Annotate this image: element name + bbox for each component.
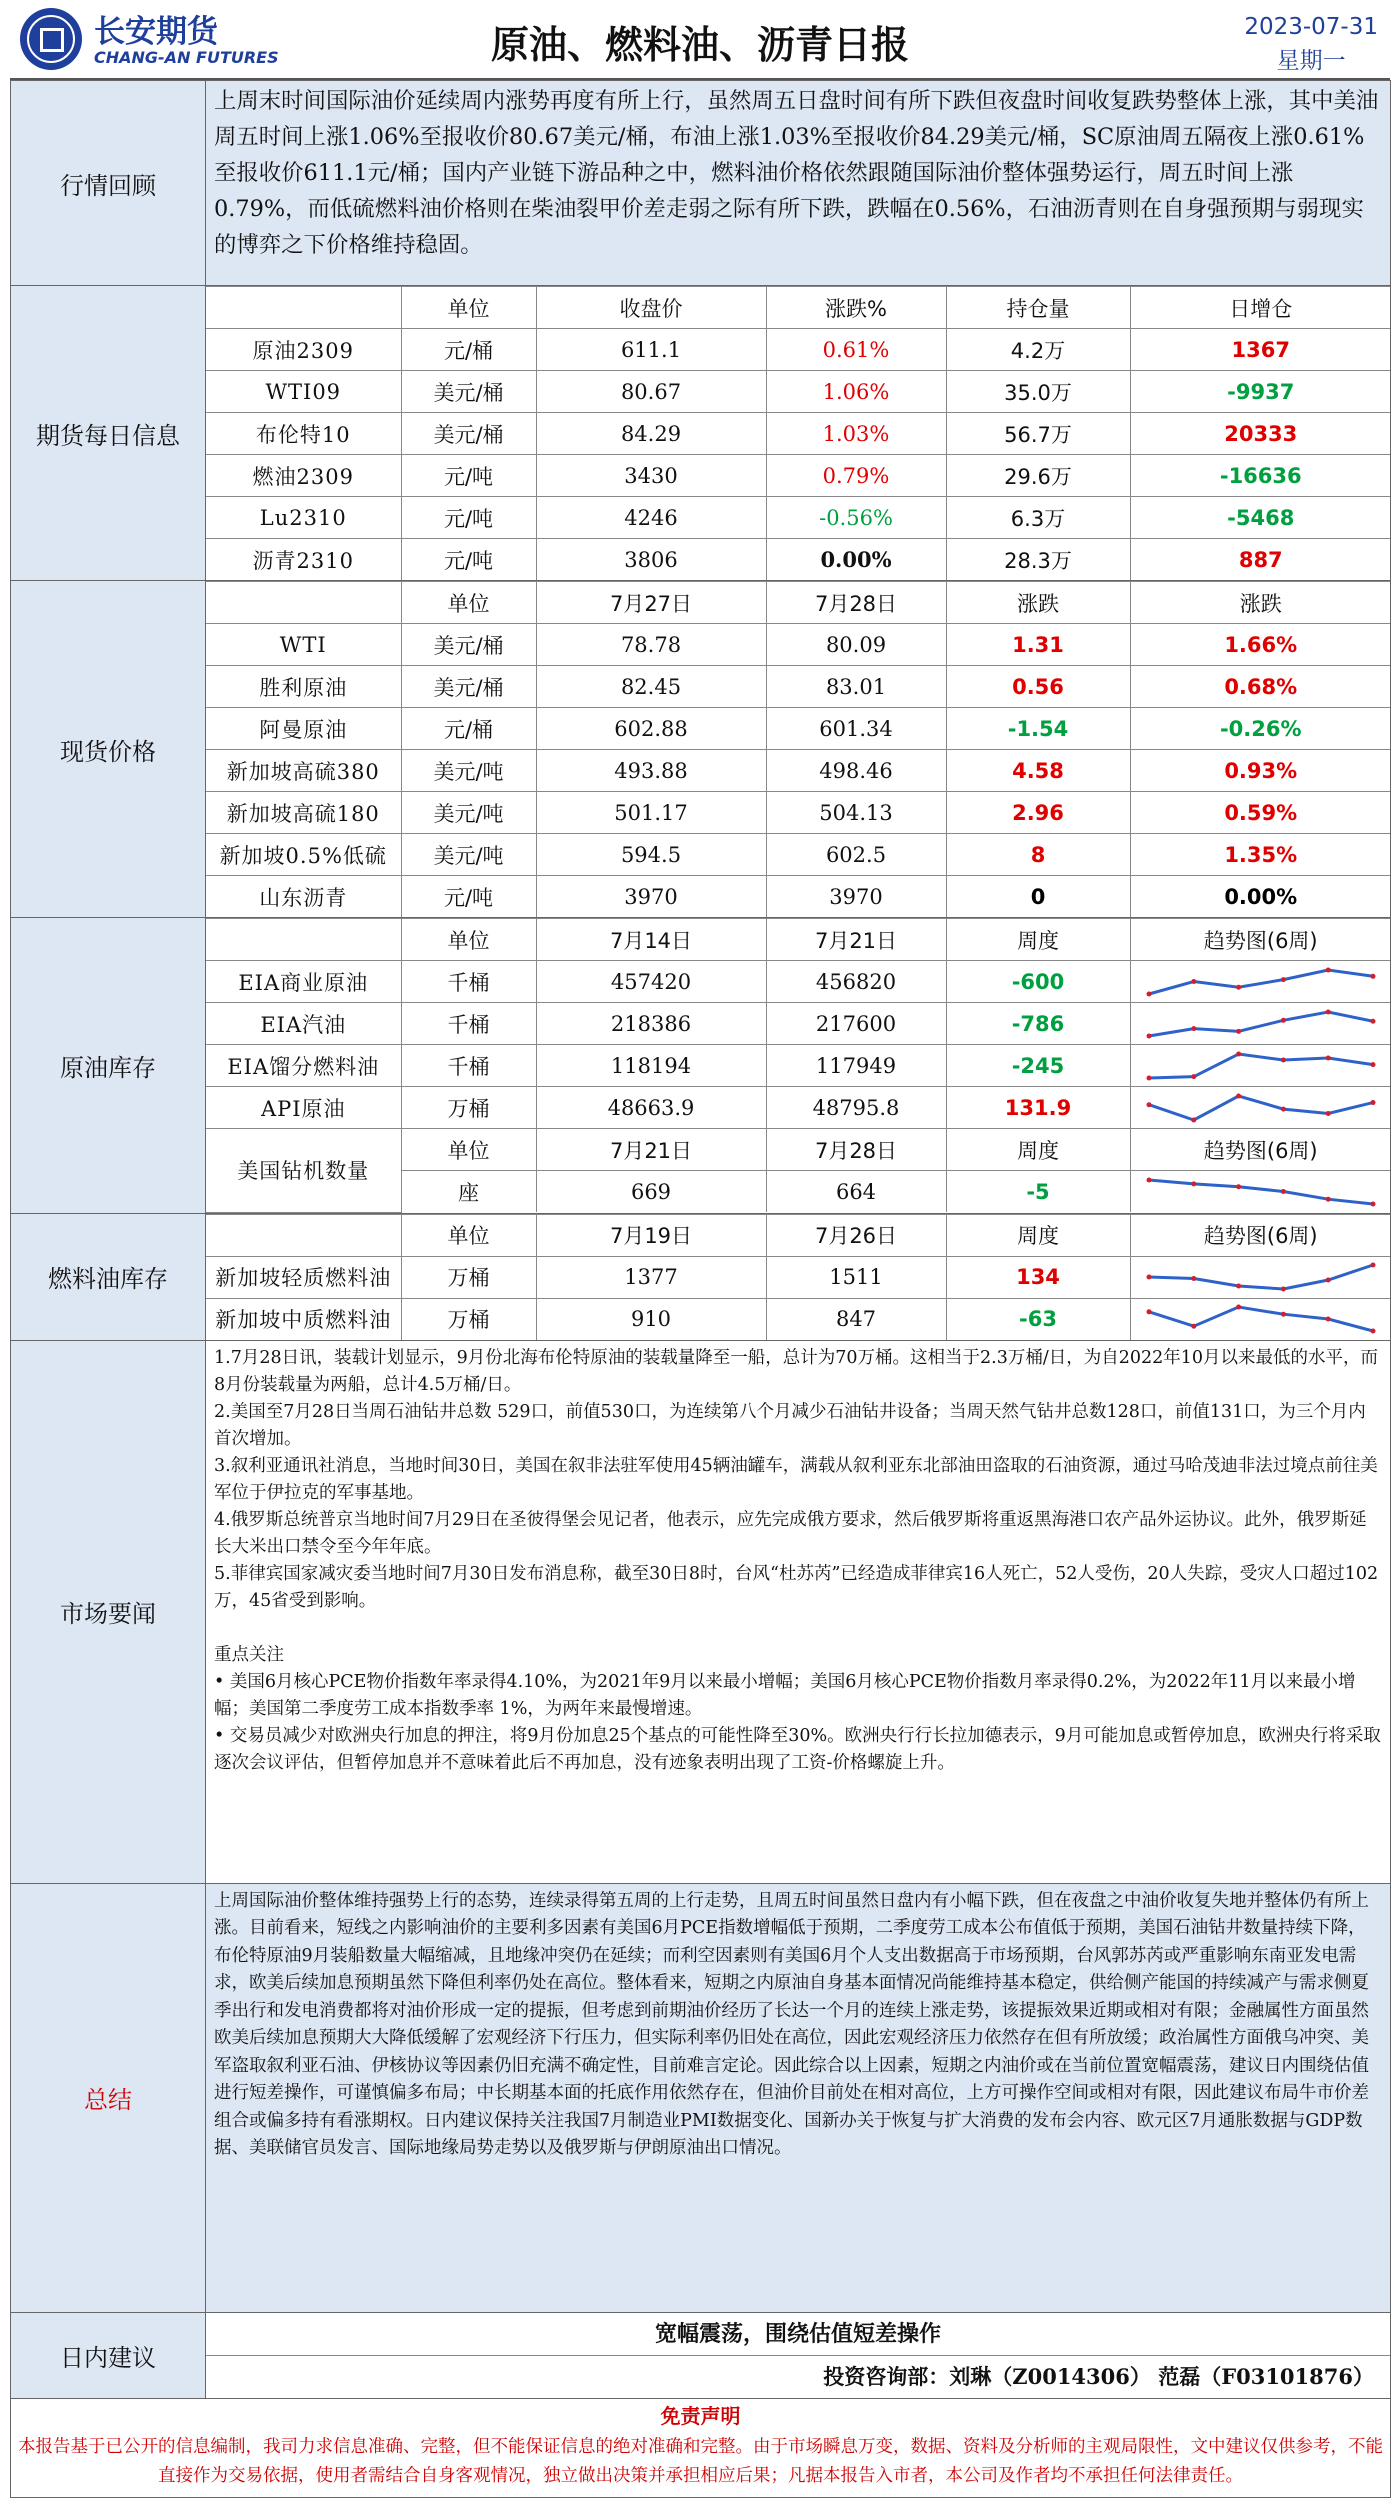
unit-cell: 万桶: [401, 1256, 536, 1298]
date-text: 2023-07-31: [1244, 14, 1378, 40]
spot-name: 胜利原油: [206, 666, 401, 708]
table-row: [206, 371, 1391, 413]
open-interest: 4.2万: [946, 329, 1130, 371]
table-row: [206, 708, 1391, 750]
inventory-day1: 1377: [536, 1256, 766, 1298]
unit-cell: 美元/吨: [401, 834, 536, 876]
spot-name: 新加坡0.5%低硫: [206, 834, 401, 876]
price-day1: 78.78: [536, 624, 766, 666]
price-day2: 3970: [766, 876, 946, 918]
intraday-advice: 宽幅震荡，围绕估值短差操作: [206, 2313, 1390, 2356]
sparkline-point: [1281, 1057, 1286, 1062]
spot-name: 阿曼原油: [206, 708, 401, 750]
table-row: [206, 329, 1391, 371]
column-header: 趋势图(6周): [1130, 1214, 1391, 1256]
unit-cell: 元/桶: [401, 708, 536, 750]
table-row: [206, 1298, 1391, 1340]
column-header: 单位: [401, 582, 536, 624]
section-label-review: 行情回顾: [11, 81, 206, 286]
price-change: 0: [946, 876, 1130, 918]
column-header: [206, 287, 401, 329]
summary-text: 上周国际油价整体维持强势上行的态势，连续录得第五周的上行走势，且周五时间虽然日盘内有小幅下跌，但在夜盘之中油价收复失地并整体仍有所上涨。目前看来，短线之内影响油价的主要利多因素有美国6月PCE指数增幅低于预期，二季度劳工成本公布值低于预期，美国石油钻井数量持续下降，布伦特原油9月装船数量大幅缩减，且地缘冲突仍在延续；而利空因素则有美国6月个人支出数据高于市场预期，台风郭苏芮或严重影响东南亚发电需求，欧美后续加息预期虽然下降但利率仍处在高位。整体看来，短期之内原油自身基本面情况尚能维持基本稳定，供给侧产能国的持续减产与需求侧夏季出行和发电消费都将对油价形成一定的提振，但考虑到前期油价经历了长达一个月的连续上涨走势，该提振效果近期或相对有限；金融属性方面虽然欧美后续加息预期大大降低缓解了宏观经济下行压力，但实际利率仍旧处在高位，因此宏观经济压力依然存在但有所放缓；政治属性方面俄乌冲突、美军盗取叙利亚石油、伊核协议等因素仍旧充满不确定性，目前难言定论。因此综合以上因素，短期之内油价或在当前位置宽幅震荡，建议日内围绕估值进行短差操作，可谨慎偏多布局；中长期基本面的托底作用依然存在，但油价目前处在相对高位，上方可操作空间或相对有限，因此建议布局牛市价差组合或偏多持有看涨期权。日内建议保持关注我国7月制造业PMI数据变化、国新办关于恢复与扩大消费的发布会内容、欧元区7月通胀数据与GDP数据、美联储官员发言、国际地缘局势走势以及俄罗斯与伊朗原油出口情况。: [206, 1884, 1390, 2312]
column-header: 涨跌%: [766, 287, 946, 329]
weekly-change: -245: [946, 1045, 1130, 1087]
report-title: 原油、燃料油、沥青日报: [490, 23, 909, 67]
weekly-change: -600: [946, 961, 1130, 1003]
sparkline-point: [1191, 1181, 1196, 1186]
sparkline-point: [1325, 1317, 1330, 1322]
column-header: 趋势图(6周): [1130, 919, 1391, 961]
inventory-day1: 910: [536, 1298, 766, 1340]
column-header: 涨跌: [946, 582, 1130, 624]
price-day2: 602.5: [766, 834, 946, 876]
section-label-news: 市场要闻: [11, 1340, 206, 1883]
sparkline-point: [1191, 1324, 1196, 1329]
weekly-change: -5: [946, 1171, 1130, 1213]
open-interest: 29.6万: [946, 455, 1130, 497]
table-row: [206, 792, 1391, 834]
sparkline-point: [1370, 1263, 1375, 1268]
unit-cell: 美元/桶: [401, 666, 536, 708]
price-change: 4.58: [946, 750, 1130, 792]
rig-day2: 664: [766, 1171, 946, 1213]
contract-name: 布伦特10: [206, 413, 401, 455]
sparkline-point: [1191, 1074, 1196, 1079]
column-header: 7月14日: [536, 919, 766, 961]
sparkline-point: [1281, 1312, 1286, 1317]
contract-name: Lu2310: [206, 497, 401, 539]
weekly-change: -63: [946, 1298, 1130, 1340]
trend-cell: [1130, 1045, 1391, 1087]
close-price: 3430: [536, 455, 766, 497]
inventory-day1: 218386: [536, 1003, 766, 1045]
close-price: 611.1: [536, 329, 766, 371]
unit-cell: 元/吨: [401, 876, 536, 918]
table-row: [206, 455, 1391, 497]
inventory-name: API原油: [206, 1087, 401, 1129]
daily-oi-change: 20333: [1130, 413, 1391, 455]
unit-cell: 美元/吨: [401, 792, 536, 834]
change-percent: 0.00%: [766, 539, 946, 581]
change-percent: 1.03%: [766, 413, 946, 455]
column-header: 周度: [946, 919, 1130, 961]
close-price: 80.67: [536, 371, 766, 413]
disclaimer-text: 本报告基于已公开的信息编制，我司力求信息准确、完整，但不能保证信息的绝对准确和完整。由于市场瞬息万变，数据、资料及分析师的主观局限性，文中建议仅供参考，不能直接作为交易依据，使用者需结合自身客观情况，独立做出决策并承担相应后果；凡据本报告入市者，本公司及作者均不承担任何法律责任。: [18, 2436, 1383, 2486]
sparkline-point: [1146, 1309, 1151, 1314]
column-header: 单位: [401, 919, 536, 961]
news-item: 5.菲律宾国家减灾委当地时间7月30日发布消息称，截至30日8时，台风“杜苏芮”已经造成菲律宾16人死亡，52人受伤，20人失踪，受灾人口超过102万，45省受到影响。: [214, 1563, 1379, 1611]
report-date: [1244, 10, 1378, 78]
fuel-inventory-table: [206, 1214, 1391, 1340]
column-header: 涨跌: [1130, 582, 1391, 624]
price-day1: 3970: [536, 876, 766, 918]
open-interest: 56.7万: [946, 413, 1130, 455]
price-day2: 83.01: [766, 666, 946, 708]
rig-count-name: 美国钻机数量: [206, 1129, 401, 1213]
sparkline-point: [1370, 1201, 1375, 1206]
sparkline-point: [1325, 1110, 1330, 1115]
sparkline-point: [1146, 1102, 1151, 1107]
futures-table: [206, 286, 1391, 580]
price-change-percent: 1.66%: [1130, 624, 1391, 666]
inventory-day2: 217600: [766, 1003, 946, 1045]
inventory-day1: 118194: [536, 1045, 766, 1087]
contract-name: 沥青2310: [206, 539, 401, 581]
column-header: 7月21日: [766, 919, 946, 961]
column-header: [206, 919, 401, 961]
price-change-percent: 0.93%: [1130, 750, 1391, 792]
sparkline-point: [1146, 991, 1151, 996]
sparkline-point: [1370, 1329, 1375, 1334]
sparkline-point: [1191, 979, 1196, 984]
report-header: [10, 0, 1390, 80]
column-header: 周度: [946, 1214, 1130, 1256]
table-row: [206, 750, 1391, 792]
price-change: -1.54: [946, 708, 1130, 750]
sparkline-point: [1236, 1093, 1241, 1098]
table-row: [206, 539, 1391, 581]
column-header: 7月26日: [766, 1214, 946, 1256]
open-interest: 35.0万: [946, 371, 1130, 413]
section-label-summary: 总结: [11, 1883, 206, 2312]
inventory-day2: 847: [766, 1298, 946, 1340]
sparkline-line: [1149, 1307, 1373, 1331]
trend-sparkline: [1141, 1091, 1381, 1125]
sparkline-point: [1325, 1196, 1330, 1201]
weekly-change: 131.9: [946, 1087, 1130, 1129]
unit-cell: 元/吨: [401, 539, 536, 581]
column-header: [206, 582, 401, 624]
section-label-crude-inventory: 原油库存: [11, 918, 206, 1214]
column-header: 7月28日: [766, 1129, 946, 1171]
news-box: [206, 1341, 1390, 1883]
price-change: 2.96: [946, 792, 1130, 834]
open-interest: 28.3万: [946, 539, 1130, 581]
contract-name: WTI09: [206, 371, 401, 413]
disclaimer-title: 免责声明: [660, 2403, 741, 2428]
sparkline-point: [1236, 984, 1241, 989]
sparkline-line: [1149, 1265, 1373, 1289]
spot-table: [206, 581, 1391, 917]
open-interest: 6.3万: [946, 497, 1130, 539]
report-page: [10, 0, 1390, 2498]
unit-cell: 千桶: [401, 961, 536, 1003]
section-label-fuel-inventory: 燃料油库存: [11, 1213, 206, 1340]
price-day1: 602.88: [536, 708, 766, 750]
contract-name: 原油2309: [206, 329, 401, 371]
inventory-name: EIA商业原油: [206, 961, 401, 1003]
rig-day1: 669: [536, 1171, 766, 1213]
trend-sparkline: [1141, 965, 1381, 999]
column-header: 单位: [401, 287, 536, 329]
trend-cell: [1130, 1256, 1391, 1298]
trend-sparkline: [1141, 1260, 1381, 1294]
sparkline-point: [1325, 967, 1330, 972]
sparkline-line: [1149, 1012, 1373, 1036]
price-change: 0.56: [946, 666, 1130, 708]
sparkline-point: [1281, 1017, 1286, 1022]
price-change-percent: 1.35%: [1130, 834, 1391, 876]
column-header: 单位: [401, 1214, 536, 1256]
daily-oi-change: -16636: [1130, 455, 1391, 497]
price-day1: 82.45: [536, 666, 766, 708]
contract-name: 燃油2309: [206, 455, 401, 497]
price-day2: 80.09: [766, 624, 946, 666]
inventory-name: EIA汽油: [206, 1003, 401, 1045]
price-change-percent: 0.68%: [1130, 666, 1391, 708]
sparkline-point: [1146, 1033, 1151, 1038]
inventory-day1: 457420: [536, 961, 766, 1003]
trend-cell: [1130, 1087, 1391, 1129]
price-day1: 493.88: [536, 750, 766, 792]
change-percent: 1.06%: [766, 371, 946, 413]
close-price: 3806: [536, 539, 766, 581]
inventory-name: 新加坡中质燃料油: [206, 1298, 401, 1340]
section-label-intraday: 日内建议: [11, 2312, 206, 2398]
sparkline-point: [1281, 977, 1286, 982]
column-header: 周度: [946, 1129, 1130, 1171]
trend-sparkline: [1141, 1049, 1381, 1083]
inventory-day2: 1511: [766, 1256, 946, 1298]
price-change-percent: 0.59%: [1130, 792, 1391, 834]
weekday-text: 星期一: [1276, 48, 1346, 74]
section-label-futures: 期货每日信息: [11, 286, 206, 581]
sparkline-point: [1370, 973, 1375, 978]
unit-cell: 元/桶: [401, 329, 536, 371]
logo-cn: 长安期货: [94, 14, 218, 50]
sparkline-line: [1149, 1180, 1373, 1204]
table-row: [206, 961, 1391, 1003]
section-label-spot: 现货价格: [11, 581, 206, 918]
price-change: 1.31: [946, 624, 1130, 666]
sparkline-point: [1236, 1184, 1241, 1189]
table-row: [206, 1256, 1391, 1298]
trend-sparkline: [1141, 1302, 1381, 1336]
column-header: 7月19日: [536, 1214, 766, 1256]
inventory-day2: 117949: [766, 1045, 946, 1087]
unit-cell: 美元/桶: [401, 371, 536, 413]
price-change: 8: [946, 834, 1130, 876]
sparkline-point: [1236, 1028, 1241, 1033]
unit-cell: 万桶: [401, 1087, 536, 1129]
unit-cell: 万桶: [401, 1298, 536, 1340]
sparkline-point: [1191, 1117, 1196, 1122]
focus-title: 重点关注: [214, 1644, 284, 1665]
review-text: 上周末时间国际油价延续周内涨势再度有所上行，虽然周五日盘时间有所下跌但夜盘时间收复跌势整体上涨，其中美油周五时间上涨1.06%至报收价80.67美元/桶，布油上涨1.03%至报收价84.29美元/桶，SC原油周五隔夜上涨0.61%至报收价611.1元/桶；国内产业链下游品种之中，燃料油价格依然跟随国际油价整体强势运行，周五时间上涨0.79%，而低硫燃料油价格则在柴油裂甲价差走弱之际有所下跌，跌幅在0.56%，石油沥青则在自身强预期与弱现实的博弈之下价格维持稳固。: [206, 81, 1390, 285]
spot-name: WTI: [206, 624, 401, 666]
change-percent: -0.56%: [766, 497, 946, 539]
table-row: [206, 624, 1391, 666]
trend-sparkline: [1141, 1175, 1381, 1209]
unit-cell: 座: [401, 1171, 536, 1213]
sparkline-point: [1281, 1106, 1286, 1111]
sparkline-point: [1236, 1051, 1241, 1056]
sparkline-line: [1149, 1096, 1373, 1120]
table-row: [206, 413, 1391, 455]
crude-inventory-table: [206, 918, 1391, 1213]
daily-oi-change: 887: [1130, 539, 1391, 581]
table-row: [206, 1087, 1391, 1129]
inventory-name: 新加坡轻质燃料油: [206, 1256, 401, 1298]
unit-cell: 千桶: [401, 1045, 536, 1087]
inventory-day1: 48663.9: [536, 1087, 766, 1129]
trend-cell: [1130, 1171, 1391, 1213]
inventory-day2: 48795.8: [766, 1087, 946, 1129]
focus-item: • 交易员减少对欧洲央行加息的押注，将9月份加息25个基点的可能性降至30%。欧洲央行行长拉加德表示，9月可能加息或暂停加息，欧洲央行将采取逐次会议评估，但暂停加息并不意味着此后不再加息，没有迹象表明出现了工资-价格螺旋上升。: [214, 1725, 1381, 1773]
table-row: [206, 497, 1391, 539]
report-table: [10, 80, 1391, 2498]
price-day1: 501.17: [536, 792, 766, 834]
table-row: [206, 834, 1391, 876]
sparkline-point: [1146, 1177, 1151, 1182]
spot-name: 新加坡高硫380: [206, 750, 401, 792]
sparkline-point: [1146, 1275, 1151, 1280]
table-row: [206, 666, 1391, 708]
news-item: 4.俄罗斯总统普京当地时间7月29日在圣彼得堡会见记者，他表示，应先完成俄方要求，然后俄罗斯将重返黑海港口农产品外运协议。此外，俄罗斯延长大米出口禁令至今年年底。: [214, 1509, 1367, 1557]
column-header: 持仓量: [946, 287, 1130, 329]
close-price: 4246: [536, 497, 766, 539]
unit-cell: 美元/吨: [401, 750, 536, 792]
daily-oi-change: 1367: [1130, 329, 1391, 371]
news-item: 2.美国至7月28日当周石油钻井总数 529口，前值530口，为连续第八个月减少石油钻井设备；当周天然气钻井总数128口，前值131口，为三个月内首次增加。: [214, 1401, 1366, 1449]
column-header: 趋势图(6周): [1130, 1129, 1391, 1171]
weekly-change: -786: [946, 1003, 1130, 1045]
sparkline-point: [1370, 1100, 1375, 1105]
column-header: 7月21日: [536, 1129, 766, 1171]
logo-en: CHANG-AN FUTURES: [94, 48, 279, 67]
daily-oi-change: -9937: [1130, 371, 1391, 413]
sparkline-point: [1191, 1026, 1196, 1031]
sparkline-point: [1236, 1305, 1241, 1310]
contact-info: 投资咨询部：刘琳（Z0014306） 范磊（F03101876）: [823, 2363, 1374, 2389]
inventory-name: EIA馏分燃料油: [206, 1045, 401, 1087]
unit-cell: 千桶: [401, 1003, 536, 1045]
unit-cell: 元/吨: [401, 497, 536, 539]
spot-name: 新加坡高硫180: [206, 792, 401, 834]
column-header: 7月28日: [766, 582, 946, 624]
change-percent: 0.79%: [766, 455, 946, 497]
unit-cell: 美元/桶: [401, 413, 536, 455]
sparkline-point: [1325, 1278, 1330, 1283]
column-header: 收盘价: [536, 287, 766, 329]
sparkline-point: [1146, 1075, 1151, 1080]
sparkline-point: [1370, 1062, 1375, 1067]
table-row: [206, 1045, 1391, 1087]
column-header: 日增仓: [1130, 287, 1391, 329]
trend-sparkline: [1141, 1007, 1381, 1041]
sparkline-point: [1370, 1018, 1375, 1023]
sparkline-point: [1236, 1284, 1241, 1289]
price-change-percent: -0.26%: [1130, 708, 1391, 750]
trend-cell: [1130, 1003, 1391, 1045]
sparkline-point: [1325, 1055, 1330, 1060]
table-row: [206, 876, 1391, 918]
focus-item: • 美国6月核心PCE物价指数年率录得4.10%，为2021年9月以来最小增幅；美国6月核心PCE物价指数月率录得0.2%，为2022年11月以来最小增幅；美国第二季度劳工成本指数季率 1%，为两年来最慢增速。: [214, 1671, 1356, 1719]
price-change-percent: 0.00%: [1130, 876, 1391, 918]
price-day2: 601.34: [766, 708, 946, 750]
sparkline-line: [1149, 1054, 1373, 1078]
sparkline-point: [1281, 1189, 1286, 1194]
table-row: [206, 1003, 1391, 1045]
inventory-day2: 456820: [766, 961, 946, 1003]
sparkline-point: [1325, 1009, 1330, 1014]
unit-cell: 元/吨: [401, 455, 536, 497]
price-day1: 594.5: [536, 834, 766, 876]
trend-cell: [1130, 1298, 1391, 1340]
news-item: 3.叙利亚通讯社消息，当地时间30日，美国在叙非法驻军使用45辆油罐车，满载从叙利亚东北部油田盗取的石油资源，通过马哈茂迪非法过境点前往美军位于伊拉克的军事基地。: [214, 1455, 1378, 1503]
spot-name: 山东沥青: [206, 876, 401, 918]
sparkline-point: [1281, 1287, 1286, 1292]
column-header: [206, 1214, 401, 1256]
sparkline-line: [1149, 970, 1373, 994]
column-header: 7月27日: [536, 582, 766, 624]
trend-cell: [1130, 961, 1391, 1003]
close-price: 84.29: [536, 413, 766, 455]
daily-oi-change: -5468: [1130, 497, 1391, 539]
weekly-change: 134: [946, 1256, 1130, 1298]
price-day2: 498.46: [766, 750, 946, 792]
column-header: 单位: [401, 1129, 536, 1171]
unit-cell: 美元/桶: [401, 624, 536, 666]
change-percent: 0.61%: [766, 329, 946, 371]
sparkline-point: [1191, 1276, 1196, 1281]
price-day2: 504.13: [766, 792, 946, 834]
news-item: 1.7月28日讯，装载计划显示，9月份北海布伦特原油的装载量降至一船，总计为70万桶。这相当于2.3万桶/日，为自2022年10月以来最低的水平，而8月份装载量为两船，总计4.5万桶/日。: [214, 1347, 1379, 1395]
